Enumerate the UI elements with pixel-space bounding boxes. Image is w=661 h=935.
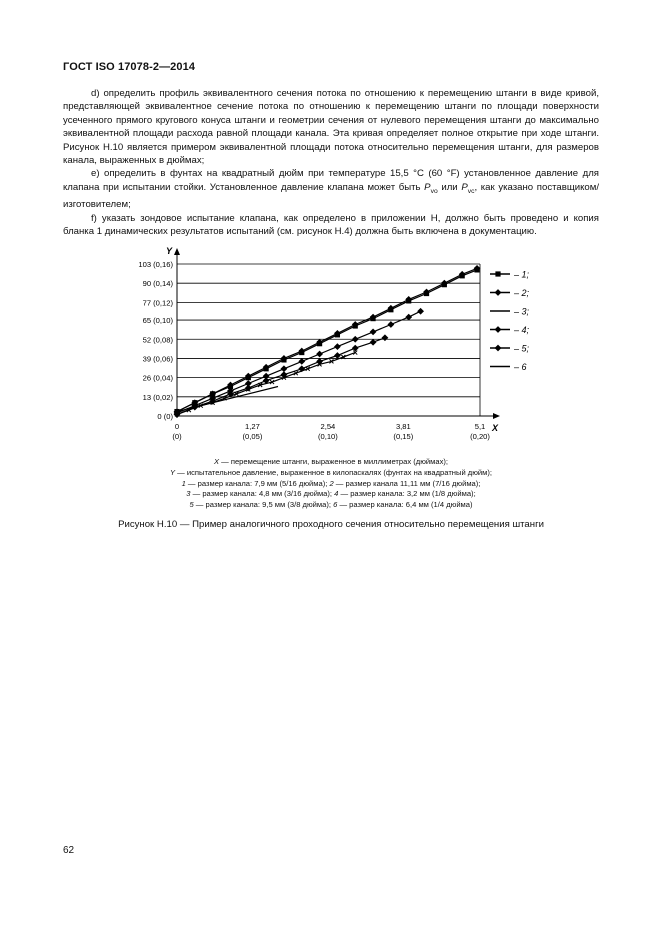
note-text: — размер канала: 7,9 мм (5/16 дюйма); (185, 478, 330, 488)
legend-label-6: – 6 (514, 362, 527, 372)
legend-marker-5 (495, 345, 502, 352)
series-4-point (281, 365, 288, 372)
note-num: 6 (333, 500, 338, 510)
pvc-symbol: P (461, 181, 468, 193)
y-axis-label: Y (166, 246, 173, 256)
y-axis-arrow (174, 248, 180, 255)
y-tick-label: 39 (0,06) (142, 354, 173, 364)
legend-label-3: – 3; (514, 306, 530, 317)
series-5-point (352, 345, 359, 352)
y-tick-label: 52 (0,08) (142, 335, 173, 345)
series-4-point (334, 343, 341, 350)
x-tick-label: 1,27 (245, 422, 260, 431)
series-1-line (177, 270, 477, 412)
series-4-point (352, 336, 359, 343)
x-tick-sublabel: (0,10) (317, 432, 338, 441)
series-5-point (382, 334, 389, 341)
series-4-point (417, 308, 424, 315)
y-tick-label: 90 (0,14) (142, 279, 173, 289)
note-x-text: — перемещение штанги, выраженное в миллиметрах (дюймах); (219, 457, 449, 466)
paragraph-e-part3: , как указано поставщиком/изготовителем; (63, 181, 599, 211)
note-num: 4 (334, 489, 339, 499)
x-axis-arrow (493, 413, 500, 419)
note-text: — размер канала: 3,2 мм (1/8 дюйма); (338, 489, 476, 499)
note-num: 3 (186, 489, 191, 499)
legend-label-4: – 4; (514, 325, 530, 335)
note-x-var: X (213, 457, 220, 466)
x-axis-label: X (492, 423, 499, 433)
figure-notes (63, 457, 599, 511)
series-4-point (370, 328, 377, 335)
note-text: — размер канала: 6,4 мм (1/4 дюйма) (337, 500, 473, 510)
series-4-point (316, 351, 323, 358)
y-tick-label: 0 (0) (157, 412, 173, 421)
series-5-point (370, 339, 377, 346)
note-series-1-2 (63, 479, 599, 490)
note-text: — размер канала: 9,5 мм (3/8 дюйма); (193, 500, 334, 510)
note-series-5-6 (63, 500, 599, 511)
paragraph-f: f) указать зондовое испытание клапана, как определено в приложении Н, должно быть проведено и копия бланка 1 динамических результатов испытаний (см. рисунок Н.4) должна быть включена в документацию. (63, 212, 599, 237)
note-text: — размер канала 11,11 мм (7/16 дюйма); (333, 478, 481, 488)
legend-marker-1 (495, 271, 500, 276)
legend-label-2: – 2; (514, 288, 530, 298)
paragraph-d: d) определить профиль эквивалентного сечения потока по отношению к перемещению штанги в виде кривой, представляющей эквивалентное сечение потока по отношению к перемещению штанги по площади поверхности усеченного прямого кругового конуса штанги и геометрии сечения от нулевого перемещения штанги до максимально эквивалентной площади расхода равной площади канала. Эта кривая определяет полное открытие при ходе штанги. Рисунок Н.10 является примером эквивалентной площади потока относительно перемещения штанги, для размеров канала, выраженных в дюймах; (63, 88, 599, 167)
paragraph-e-part2: или (437, 181, 462, 193)
legend-label-5: – 5; (514, 343, 530, 354)
note-series-3-4 (63, 489, 599, 500)
x-tick-label: 0 (174, 422, 180, 431)
x-tick-label: 2,54 (320, 422, 336, 431)
figure-chart (120, 238, 550, 448)
series-4-point (298, 358, 305, 365)
x-tick-sublabel: (0,15) (393, 432, 414, 441)
legend-marker-2 (495, 289, 502, 296)
legend-label-1: – 1; (514, 269, 530, 280)
legend-marker-4 (495, 326, 502, 333)
series-4-point (387, 321, 394, 328)
figure-caption: Рисунок Н.10 — Пример аналогичного проходного сечения относительно перемещения штанги (118, 519, 544, 530)
note-y-text: — испытательное давление, выраженное в килопаскалях (фунтах на квадратный дюйм); (175, 467, 493, 477)
note-y-var: Y (169, 467, 176, 477)
y-tick-label: 77 (0,12) (142, 298, 173, 308)
y-tick-label: 103 (0,16) (138, 260, 173, 269)
note-num: 5 (189, 500, 194, 510)
paragraph-e (63, 167, 599, 211)
y-tick-label: 65 (0,10) (142, 316, 173, 326)
note-text: — размер канала: 4,8 мм (3/16 дюйма); (190, 489, 335, 499)
x-tick-label: 3,81 (395, 422, 411, 431)
pvo-subscript: vo (430, 187, 438, 195)
x-tick-sublabel: (0) (172, 432, 182, 441)
body-text (63, 87, 599, 238)
chart-svg (120, 238, 550, 448)
x-tick-sublabel: (0,20) (470, 432, 490, 441)
note-num: 1 (181, 478, 186, 488)
note-y (63, 468, 599, 479)
page-number: 62 (63, 845, 75, 856)
note-x (63, 457, 599, 468)
pvc-subscript: vc (467, 187, 475, 195)
x-tick-label: 5,1 (474, 422, 486, 431)
paragraph-e-part1: e) определить в фунтах на квадратный дюйм при температуре 15,5 °C (60 °F) установленное давление для клапана при испытании стойки. Установленное давление клапана может быть (63, 168, 599, 193)
y-tick-label: 26 (0,04) (142, 373, 173, 383)
x-tick-sublabel: (0,05) (242, 432, 263, 441)
document-header: ГОСТ ISO 17078-2—2014 (63, 61, 196, 73)
y-tick-label: 13 (0,02) (142, 392, 173, 402)
series-4-point (405, 314, 412, 321)
pvo-symbol: P (424, 181, 431, 193)
series-6-line (177, 353, 355, 415)
note-num: 2 (329, 478, 334, 488)
